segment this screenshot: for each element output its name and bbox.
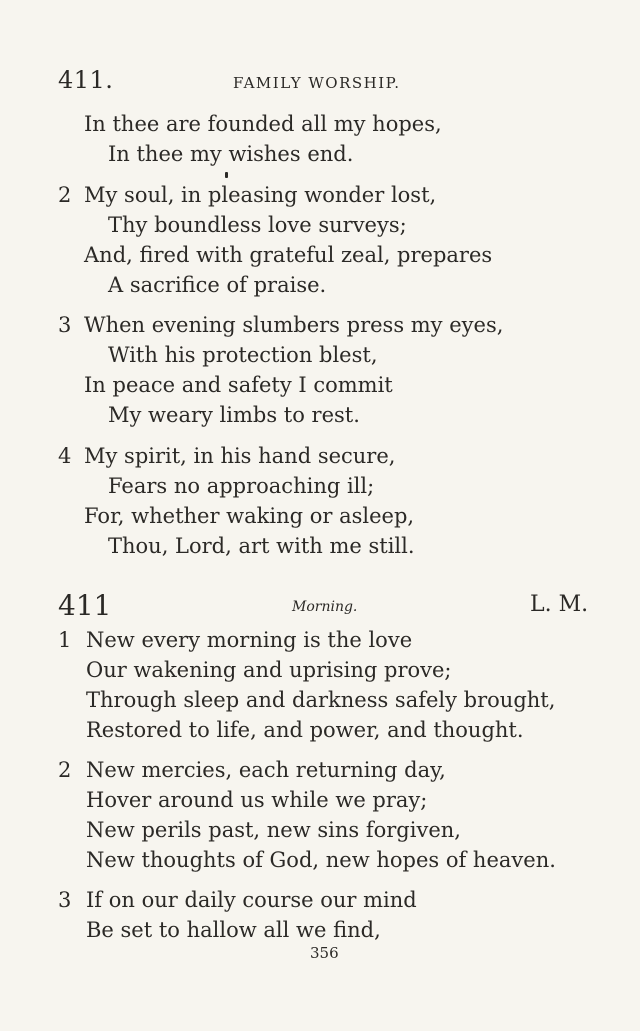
verse-line: Restored to life, and power, and thought.: [86, 718, 524, 742]
verse-line: New thoughts of God, new hopes of heaven.: [86, 848, 556, 872]
page-number: 356: [310, 944, 339, 962]
verse-line: Through sleep and darkness safely brought,: [86, 688, 556, 712]
verse-line: My spirit, in his hand secure,: [84, 444, 396, 468]
verse-line: With his protection blest,: [108, 343, 378, 367]
verse-line: If on our daily course our mind: [86, 888, 417, 912]
header-title: FAMILY WORSHIP.: [233, 74, 401, 92]
verse-number: 3: [58, 313, 72, 337]
verse-line: New mercies, each returning day,: [86, 758, 446, 782]
verse-line: Be set to hallow all we find,: [86, 918, 381, 942]
verse-line: New every morning is the love: [86, 628, 413, 652]
verse-number: 1: [58, 628, 72, 652]
verse-line: Fears no approaching ill;: [108, 474, 375, 498]
verse-line: Our wakening and uprising prove;: [86, 658, 452, 682]
verse-line: My soul, in pleasing wonder lost,: [84, 183, 437, 207]
header-hymn-number: 411.: [58, 66, 114, 94]
running-header: [58, 66, 578, 96]
verse-line: In thee are founded all my hopes,: [84, 112, 442, 136]
verse-number: 2: [58, 183, 72, 207]
verse-number: 4: [58, 444, 72, 468]
verse-line: And, fired with grateful zeal, prepares: [84, 243, 493, 267]
verse-line: In thee my wishes end.: [108, 142, 354, 166]
hymn-meter: L. M.: [530, 592, 589, 617]
verse-line: My weary limbs to rest.: [108, 403, 360, 427]
verse-number: 3: [58, 888, 72, 912]
verse-line: Thou, Lord, art with me still.: [108, 534, 415, 558]
verse-line: For, whether waking or asleep,: [84, 504, 415, 528]
verse-line: Thy boundless love surveys;: [108, 213, 407, 237]
verse-line: A sacrifice of praise.: [108, 273, 327, 297]
hymn-number: 411: [58, 589, 112, 622]
hymn-title: Morning.: [292, 599, 358, 615]
verse-number: 2: [58, 758, 72, 782]
verse-line: Hover around us while we pray;: [86, 788, 428, 812]
verse-line: New perils past, new sins forgiven,: [86, 818, 461, 842]
verse-line: When evening slumbers press my eyes,: [84, 313, 504, 337]
ink-mark: [225, 172, 228, 178]
verse-line: In peace and safety I commit: [84, 373, 393, 397]
